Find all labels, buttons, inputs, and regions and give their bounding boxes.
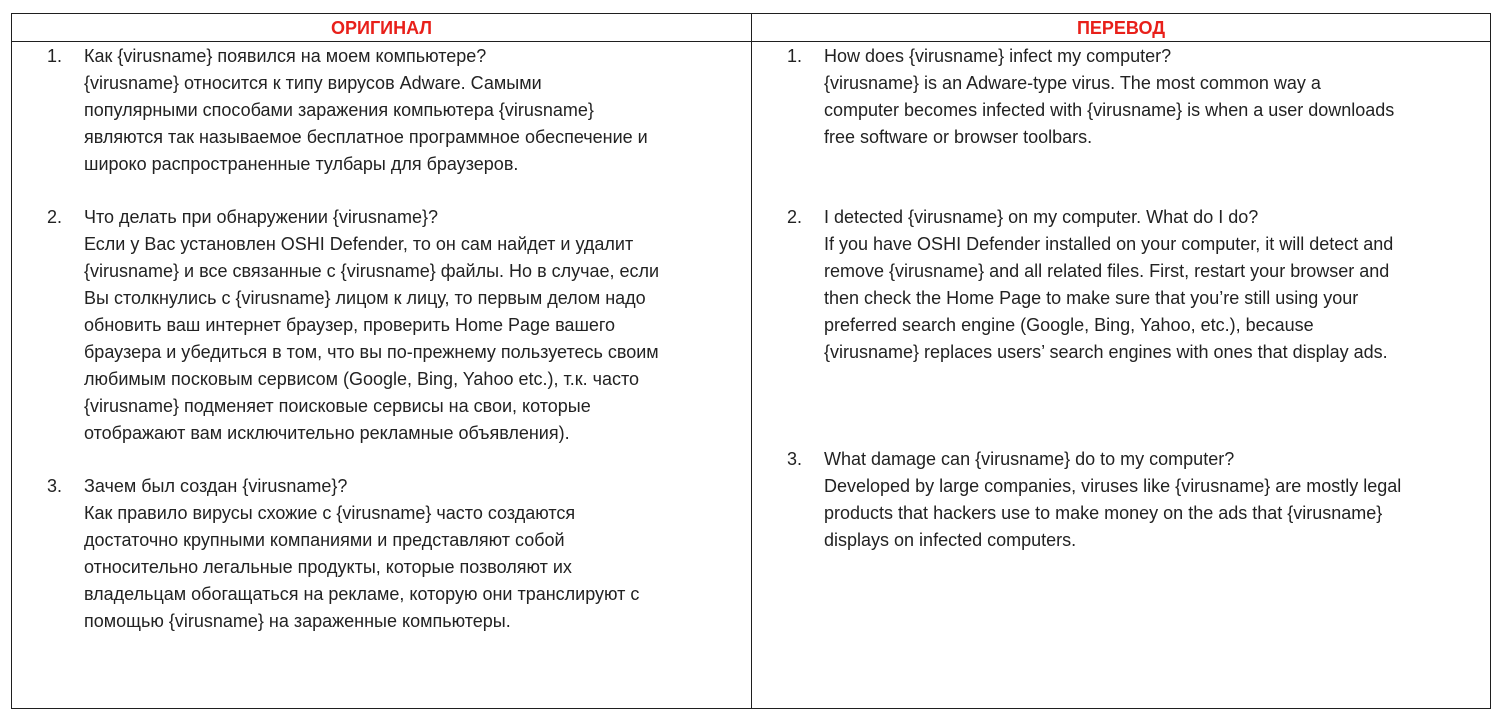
item-number: 3. (47, 476, 63, 496)
item-answer: {virusname} относится к типу вирусов Adware. Самыми популярными способами заражения компьютера {virusname} являются так называемое бесплатное программное обеспечение и широко распространенные тулбары для браузеров. (84, 73, 648, 174)
item-answer: Если у Вас установлен OSHI Defender, то он сам найдет и удалит {virusname} и все связанные с {virusname} файлы. Но в случае, если Вы столкнулись с {virusname} лицом к лицу, то первым делом надо обновить ваш интернет браузер, проверить Home Page вашего браузера и убедиться в том, что вы по-прежнему пользуетесь своим любимым посковым сервисом (Google, Bing, Yahoo etc.), т.к. часто {virusname} подменяет поисковые сервисы на свои, которые отображают вам исключительно рекламные объявления). (84, 234, 660, 443)
header-translation: ПЕРЕВОД (1076, 18, 1166, 38)
item-question: I detected {virusname} on my computer. What do I do? (824, 207, 1259, 227)
item-question: Что делать при обнаружении {virusname}? (84, 207, 438, 227)
item-question: What damage can {virusname} do to my computer? (824, 449, 1235, 469)
header-original: ОРИГИНАЛ (331, 18, 432, 38)
item-number: 1. (47, 46, 63, 66)
item-question: Как {virusname} появился на моем компьютере? (84, 46, 487, 66)
item-number: 3. (787, 449, 803, 469)
header-divider (12, 41, 1490, 42)
item-answer: Developed by large companies, viruses like {virusname} are mostly legal products that hackers use to make money on the ads that {virusname} displays on infected computers. (824, 476, 1402, 550)
column-divider (751, 14, 752, 708)
item-number: 2. (47, 207, 63, 227)
item-number: 1. (787, 46, 803, 66)
item-answer: Как правило вирусы схожие с {virusname} часто создаются достаточно крупными компаниями и представляют собой относительно легальные продукты, которые позволяют их владельцам обогащаться на рекламе, которую они транслируют с помощью {virusname} на зараженные компьютеры. (84, 503, 640, 631)
item-answer: {virusname} is an Adware-type virus. The most common way a computer becomes infected with {virusname} is when a user downloads free software or browser toolbars. (824, 73, 1395, 147)
item-answer: If you have OSHI Defender installed on your computer, it will detect and remove {virusname} and all related files. First, restart your browser and then check the Home Page to make sure that you’re still using your preferred search engine (Google, Bing, Yahoo, etc.), because {virusname} replaces users’ search engines with ones that display ads. (824, 234, 1394, 362)
item-question: How does {virusname} infect my computer? (824, 46, 1172, 66)
item-number: 2. (787, 207, 803, 227)
item-question: Зачем был создан {virusname}? (84, 476, 348, 496)
